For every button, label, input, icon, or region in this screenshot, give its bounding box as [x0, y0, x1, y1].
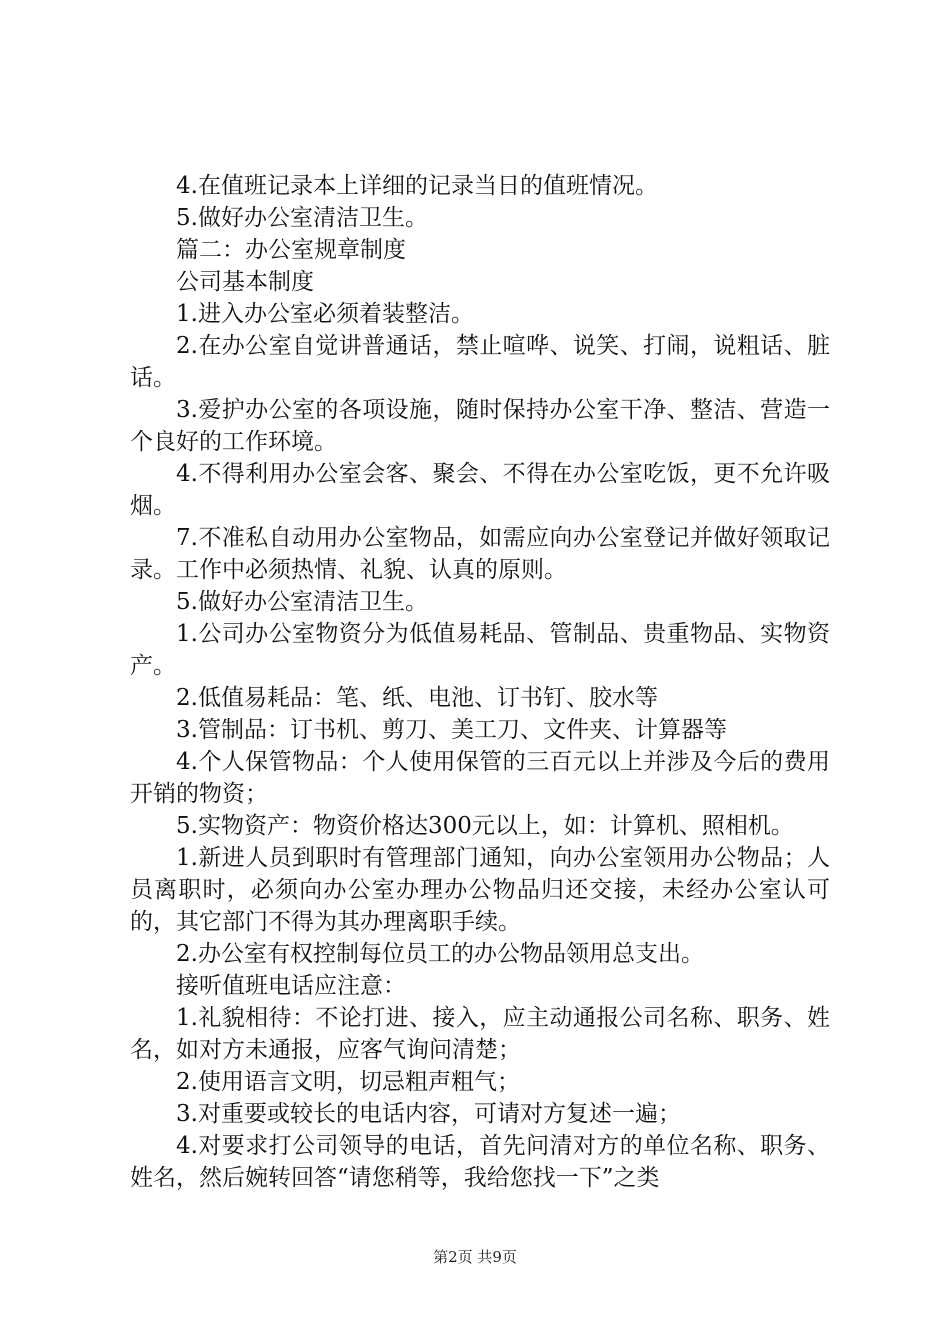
paragraph: 4.对要求打公司领导的电话，首先问清对方的单位名称、职务、姓名，然后婉转回答“请您稍等，我给您找一下”之类 — [130, 1133, 830, 1191]
paragraph: 5.做好办公室清洁卫生。 — [176, 589, 428, 615]
paragraph: 4.不得利用办公室会客、聚会、不得在办公室吃饭，更不允许吸烟。 — [130, 461, 830, 519]
paragraph: 7.不准私自动用办公室物品，如需应向办公室登记并做好领取记录。工作中必须热情、礼貌、认真的原则。 — [130, 525, 830, 583]
paragraph: 3.对重要或较长的电话内容，可请对方复述一遍； — [176, 1101, 681, 1127]
paragraph: 4.在值班记录本上详细的记录当日的值班情况。 — [176, 173, 658, 199]
section-heading: 篇二：办公室规章制度 — [176, 237, 406, 263]
paragraph: 5.做好办公室清洁卫生。 — [176, 205, 428, 231]
paragraph: 3.爱护办公室的各项设施，随时保持办公室干净、整洁、营造一个良好的工作环境。 — [130, 397, 830, 455]
page-footer: 第2页 共9页 — [433, 1248, 517, 1266]
paragraph: 2.低值易耗品：笔、纸、电池、订书钉、胶水等 — [176, 685, 658, 711]
paragraph: 5.实物资产：物资价格达300元以上，如：计算机、照相机。 — [176, 813, 794, 839]
subsection-heading: 接听值班电话应注意： — [176, 973, 406, 999]
paragraph: 4.个人保管物品：个人使用保管的三百元以上并涉及今后的费用开销的物资； — [130, 749, 830, 807]
subsection-heading: 公司基本制度 — [176, 269, 314, 295]
paragraph: 2.使用语言文明，切忌粗声粗气； — [176, 1069, 520, 1095]
paragraph: 1.进入办公室必须着装整洁。 — [176, 301, 474, 327]
document-body — [130, 170, 830, 1194]
paragraph: 1.新进人员到职时有管理部门通知，向办公室领用办公物品；人员离职时，必须向办公室办理办公物品归还交接，未经办公室认可的，其它部门不得为其办理离职手续。 — [130, 845, 830, 935]
paragraph: 1.公司办公室物资分为低值易耗品、管制品、贵重物品、实物资产。 — [130, 621, 830, 679]
paragraph: 1.礼貌相待：不论打进、接入，应主动通报公司名称、职务、姓名，如对方未通报，应客气询问清楚； — [130, 1005, 830, 1063]
paragraph: 2.在办公室自觉讲普通话，禁止喧哗、说笑、打闹，说粗话、脏话。 — [130, 333, 830, 391]
paragraph: 2.办公室有权控制每位员工的办公物品领用总支出。 — [176, 941, 704, 967]
paragraph: 3.管制品：订书机、剪刀、美工刀、文件夹、计算器等 — [176, 717, 727, 743]
